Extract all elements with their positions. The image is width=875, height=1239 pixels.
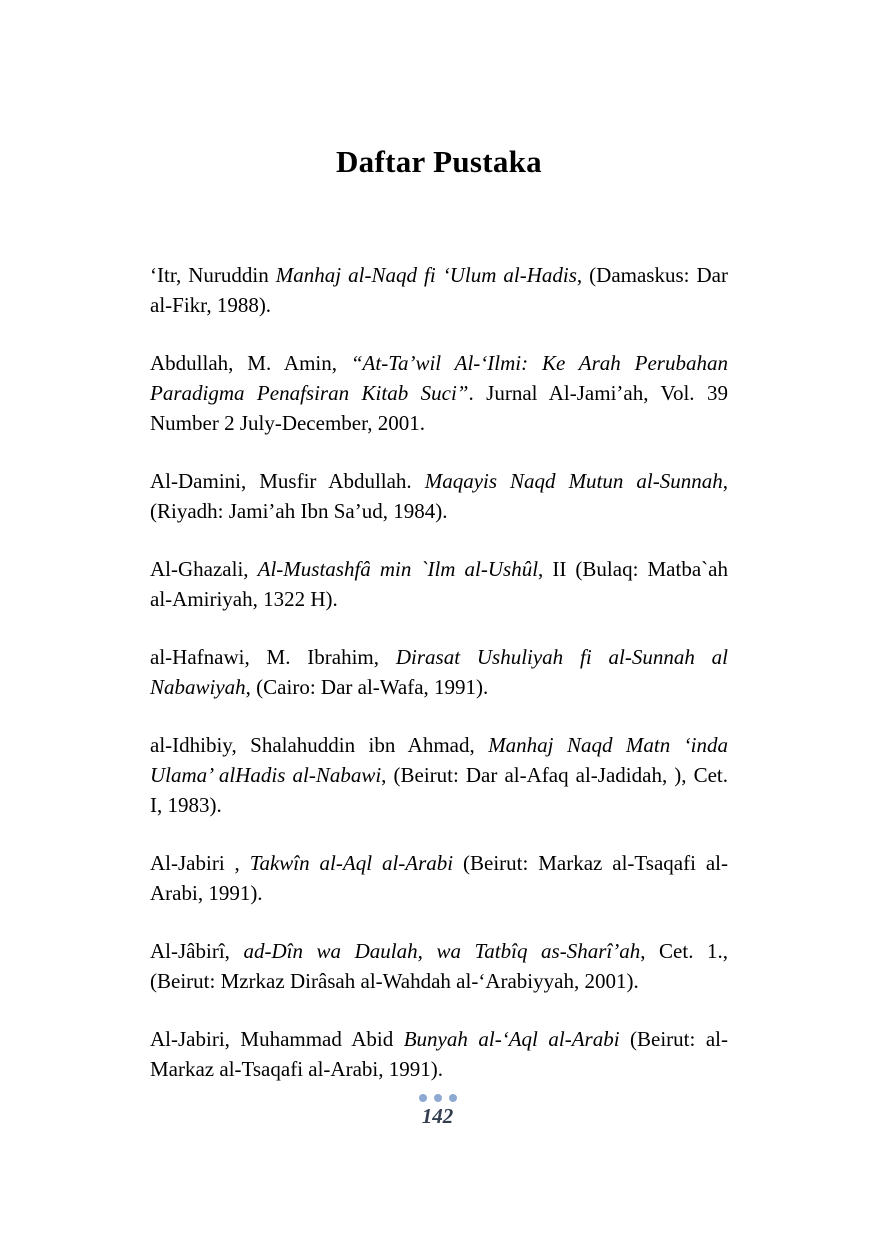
footer-dot — [449, 1094, 457, 1102]
entry-text: , (Beirut: Dar al-Afaq al-Jadidah, ), Cet. I, 1983). — [150, 763, 728, 817]
entry-work-title: Manhaj Naqd Matn ‘inda Ulama’ alHadis al-Nabawi — [150, 733, 728, 787]
entry-work-title: Maqayis Naqd Mutun al-Sunnah — [424, 469, 723, 493]
entry-text: Abdullah, M. Amin, — [150, 351, 351, 375]
entry-work-title: ad-Dîn wa Daulah, wa Tatbîq as-Sharî’ah — [243, 939, 641, 963]
bibliography-entry — [150, 848, 728, 908]
entry-work-title: “At-Ta’wil Al-‘Ilmi: Ke Arah Perubahan Paradigma Penafsiran Kitab Suci” — [150, 351, 728, 405]
entry-text: Al-Ghazali, — [150, 557, 258, 581]
entry-text: . Jurnal Al-Jami’ah, Vol. 39 Number 2 July-December, 2001. — [150, 381, 728, 435]
footer-dot — [419, 1094, 427, 1102]
bibliography-entry — [150, 936, 728, 996]
entry-text: , (Cairo: Dar al-Wafa, 1991). — [245, 675, 489, 699]
entry-text: Al-Jabiri , — [150, 851, 250, 875]
entry-work-title: Manhaj al-Naqd fi ‘Ulum al-Hadis — [275, 263, 577, 287]
entry-work-title: Dirasat Ushuliyah fi al-Sunnah al Nabawiyah — [150, 645, 728, 699]
bibliography-entry — [150, 642, 728, 702]
footer-dots — [0, 1094, 875, 1102]
bibliography-entry — [150, 348, 728, 438]
entry-text: , (Damaskus: Dar al-Fikr, 1988). — [150, 263, 728, 317]
bibliography-entry — [150, 466, 728, 526]
page-footer — [0, 1094, 875, 1128]
entry-text: , Cet. 1., (Beirut: Mzrkaz Dirâsah al-Wahdah al-‘Arabiyyah, 2001). — [150, 939, 729, 993]
entry-work-title: Takwîn al-Aql al-Arabi — [249, 851, 454, 875]
page-title: Daftar Pustaka — [336, 144, 542, 179]
entry-text: , (Riyadh: Jami’ah Ibn Sa’ud, 1984). — [150, 469, 728, 523]
entry-text: Al-Damini, Musfir Abdullah. — [150, 469, 425, 493]
bibliography-entry — [150, 1024, 728, 1084]
entry-text: ‘Itr, Nuruddin — [150, 263, 276, 287]
bibliography-list — [150, 260, 728, 1084]
entry-work-title: Al-Mustashfâ min `Ilm al-Ushûl — [257, 557, 539, 581]
entry-text: al-Hafnawi, M. Ibrahim, — [150, 645, 396, 669]
bibliography-content — [150, 140, 728, 1112]
page-number: 142 — [421, 1104, 454, 1128]
entry-work-title: Bunyah al-‘Aql al-Arabi — [403, 1027, 620, 1051]
entry-text: , II (Bulaq: Matba`ah al-Amiriyah, 1322 H). — [150, 557, 728, 611]
entry-text: Al-Jâbirî, — [150, 939, 244, 963]
entry-text: (Beirut: al-Markaz al-Tsaqafi al-Arabi, 1991). — [150, 1027, 728, 1081]
entry-text: (Beirut: Markaz al-Tsaqafi al-Arabi, 1991). — [150, 851, 728, 905]
bibliography-entry — [150, 730, 728, 820]
bibliography-entry — [150, 554, 728, 614]
entry-text: al-Idhibiy, Shalahuddin ibn Ahmad, — [150, 733, 489, 757]
footer-dot — [434, 1094, 442, 1102]
entry-text: Al-Jabiri, Muhammad Abid — [150, 1027, 404, 1051]
bibliography-entry — [150, 260, 728, 320]
